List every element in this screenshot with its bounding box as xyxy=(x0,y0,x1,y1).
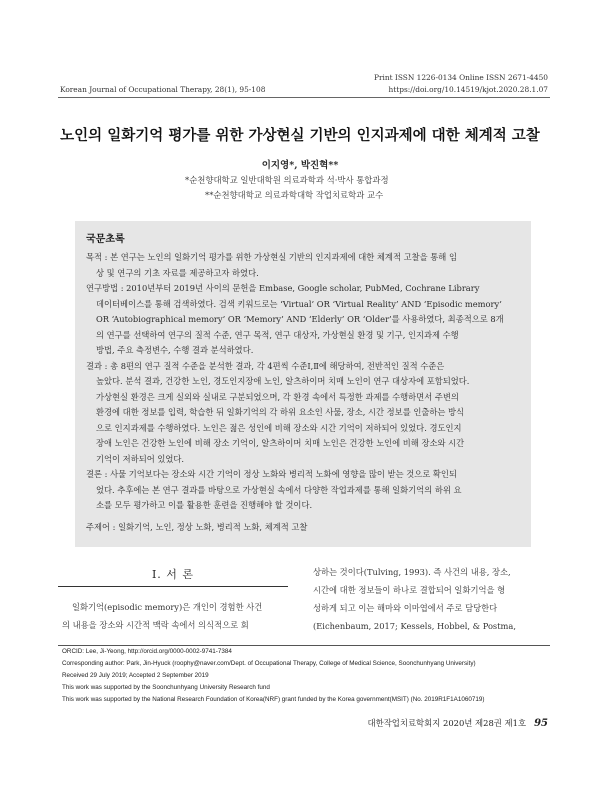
right-column xyxy=(313,563,539,635)
journal-citation: Korean Journal of Occupational Therapy, 28(1), 95-108 xyxy=(60,85,266,94)
orcid-note: ORCID: Lee, Ji-Yeong, http://orcid.org/0000-0002-9741-7384 xyxy=(62,648,232,655)
author-list: 이지영*, 박진혁** xyxy=(261,160,339,171)
affiliation-1: *순천향대학교 일반대학원 의료과학과 석·박사 통합과정 xyxy=(185,175,389,185)
affiliation-2: **순천향대학교 의료과학대학 작업치료학과 교수 xyxy=(205,190,384,200)
section-heading: Ⅰ. 서 론 xyxy=(151,568,195,581)
abstract-line: 데이터베이스를 통해 검색하였다. 검색 키워드로는 ‘Virtual’ OR ‘Virtual Reality’ AND ‘Episodic memory’ xyxy=(96,298,502,309)
footnote-divider xyxy=(58,645,550,646)
abstract-line: 목적 : 본 연구는 노인의 일화기억 평가를 위한 가상현실 기반의 인지과제에 대한 체계적 고찰을 통해 임 xyxy=(86,252,457,262)
abstract-line: 가상현실 환경은 크게 실외와 실내로 구분되었으며, 각 환경 속에서 특정한 과제를 수행하면서 주변의 xyxy=(96,391,459,402)
abstract-line: 기억이 저하되어 있었다. xyxy=(96,453,185,464)
abstract-line: 의 연구를 선택하여 연구의 질적 수준, 연구 목적, 연구 대상자, 가상현실 환경 및 기구, 인지과제 수행 xyxy=(96,329,459,340)
abstract-line: 연구방법 : 2010년부터 2019년 사이의 문헌을 Embase, Google scholar, PubMed, Cochrane Library xyxy=(86,283,480,293)
abstract-line: 방법, 주요 측정변수, 수행 결과 분석하였다. xyxy=(96,345,254,355)
body-line: 일화기억(episodic memory)은 개인이 경험한 사건 xyxy=(72,602,263,612)
paper-title: 노인의 일화기억 평가를 위한 가상현실 기반의 인지과제에 대한 체계적 고찰 xyxy=(60,127,540,144)
header-divider xyxy=(58,97,550,98)
abstract-body xyxy=(86,250,521,514)
abstract-line: 결과 : 총 8편의 연구 질적 수준을 분석한 결과, 각 4편씩 수준Ⅰ,Ⅱ에 해당하여, 전반적인 질적 수준은 xyxy=(86,360,445,371)
abstract-line: 상 및 연구의 기초 자료를 제공하고자 하였다. xyxy=(96,267,259,278)
body-line: (Eichenbaum, 2017; Kessels, Hobbel, & Postma, xyxy=(313,621,516,631)
abstract-line: 었다. 추후에는 본 연구 결과를 바탕으로 가상현실 속에서 다양한 작업과제를 통해 일화기억의 하위 요 xyxy=(96,484,462,495)
corresponding-author-note: Corresponding author: Park, Jin-Hyuck (roophy@naver.com/Dept. of Occupational Therapy, College of Medical Science, Soonchunhyang University) xyxy=(62,660,476,667)
page-number: 95 xyxy=(534,718,548,729)
body-line: 성하게 되고 이는 해마와 이마엽에서 주로 담당한다 xyxy=(313,603,498,613)
footer-journal: 대한작업치료학회지 2020년 제28권 제1호 xyxy=(367,718,527,728)
funding-note-1: This work was supported by the Soonchunhyang University Research fund xyxy=(62,684,270,691)
body-line: 시간에 대한 정보들이 하나로 결합되어 일화기억을 형 xyxy=(313,585,506,595)
received-accepted-note: Received 29 July 2019; Accepted 2 September 2019 xyxy=(62,672,209,679)
abstract-line: 으로 인지과제를 수행하였다. 노인은 젊은 성인에 비해 장소와 시간 기억이 저하되어 있었다. 경도인지 xyxy=(96,422,462,433)
abstract-line: OR ‘Autobiographical memory’ OR ‘Memory’ AND ‘Elderly’ OR ‘Older’를 사용하였다, 최종적으로 8개 xyxy=(96,314,504,324)
abstract-line: 장애 노인은 건강한 노인에 비해 장소 기억이, 알츠하이머 치매 노인은 건강한 노인에 비해 장소와 시간 xyxy=(96,438,465,448)
abstract-heading: 국문초록 xyxy=(86,234,125,245)
body-line: 상하는 것이다(Tulving, 1993). 즉 사건의 내용, 장소, xyxy=(313,567,511,577)
abstract-line: 결론 : 사물 기억보다는 장소와 시간 기억이 정상 노화와 병리적 노화에 영향을 많이 받는 것으로 확인되 xyxy=(86,469,457,479)
abstract-line: 환경에 대한 정보를 입력, 학습한 뒤 일화기억의 각 하위 요소인 사물, 장소, 시간 정보를 인출하는 방식 xyxy=(96,407,465,417)
abstract-line: 소를 모두 평가하고 이를 활용한 훈련을 진행해야 할 것이다. xyxy=(96,500,313,510)
doi-link[interactable]: https://doi.org/10.14519/kjot.2020.28.1.07 xyxy=(388,85,548,94)
section-divider xyxy=(58,586,288,587)
issn-line: Print ISSN 1226-0134 Online ISSN 2671-4450 xyxy=(373,73,548,82)
body-line: 의 내용을 장소와 시간적 맥락 속에서 의식적으로 회 xyxy=(62,620,249,630)
funding-note-2: This work was supported by the National Research Foundation of Korea(NRF) grant funded by the Korea government(MSIT) (No. 2019R1F1A1060719) xyxy=(62,696,485,703)
keywords: 주제어 : 일화기억, 노인, 정상 노화, 병리적 노화, 체계적 고찰 xyxy=(86,522,308,532)
page-footer xyxy=(368,717,548,729)
abstract-line: 높았다. 분석 결과, 건강한 노인, 경도인지장애 노인, 알츠하이머 치매 노인이 연구 대상자에 포함되었다. xyxy=(96,376,470,386)
left-column xyxy=(62,598,288,634)
